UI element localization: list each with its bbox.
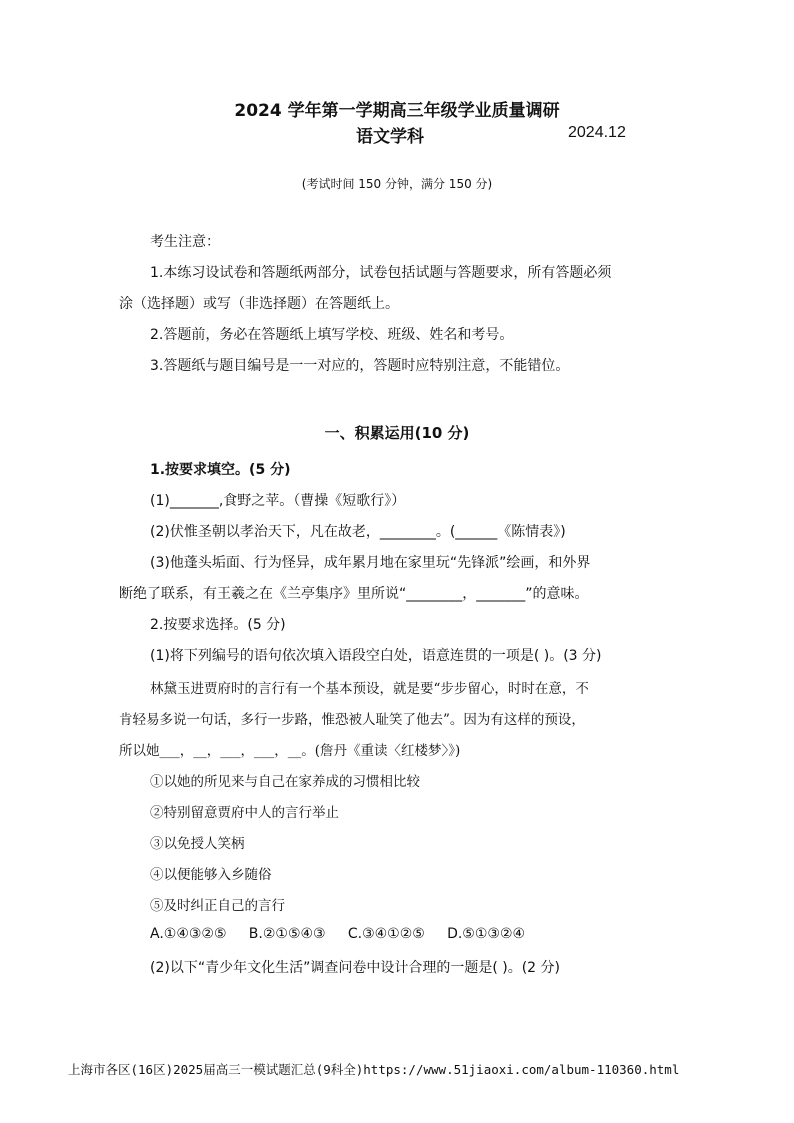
question-1-part-3-line-2: 断绝了联系，有王羲之在《兰亭集序》里所说“________，_______”的意味。 <box>119 586 589 602</box>
choice-item-4: ④以便能够入乡随俗 <box>150 867 272 883</box>
notice-item-1-line-1: 1.本练习设试卷和答题纸两部分，试卷包括试题与答题要求，所有答题必须 <box>150 265 612 281</box>
passage-line-2: 肯轻易多说一句话，多行一步路，惟恐被人耻笑了他去”。因为有这样的预设， <box>119 712 585 728</box>
question-2-part-1: (1)将下列编号的语句依次填入语段空白处，语意连贯的一项是( )。(3 分) <box>150 648 602 664</box>
choice-item-5: ⑤及时纠正自己的言行 <box>150 898 285 914</box>
question-2-part-2: (2)以下“青少年文化生活”调查问卷中设计合理的一题是( )。(2 分) <box>150 960 560 976</box>
section-title: 一、积累运用(10 分) <box>324 424 470 442</box>
page-title: 2024 学年第一学期高三年级学业质量调研 <box>234 101 560 121</box>
choice-item-2: ②特别留意贾府中人的言行举止 <box>150 805 339 821</box>
question-1-part-1: (1)_______,食野之苹。（曹操《短歌行》） <box>150 493 406 509</box>
passage-line-1: 林黛玉进贾府时的言行有一个基本预设，就是要“步步留心，时时在意，不 <box>150 681 589 697</box>
passage-line-3: 所以她___，__，___，___，__。(詹丹《重读〈红楼梦〉》) <box>119 743 461 759</box>
answer-options: A.①④③②⑤ B.②①⑤④③ C.③④①②⑤ D.⑤①③②④ <box>150 926 526 942</box>
notice-item-1-line-2: 涂（选择题）或写（非选择题）在答题纸上。 <box>119 296 399 312</box>
subject-title: 语文学科 <box>356 127 424 147</box>
question-1-part-3-line-1: (3)他蓬头垢面、行为怪异，成年累月地在家里玩“先锋派”绘画，和外界 <box>150 555 591 571</box>
footer-source-link[interactable]: 上海市各区(16区)2025届高三一模试题汇总(9科全)https://www.51jiaoxi.com/album-110360.html <box>68 1062 680 1077</box>
question-1-part-2: (2)伏惟圣朝以孝治天下，凡在故老，________。(______《陈情表》) <box>150 524 566 540</box>
choice-item-3: ③以免授人笑柄 <box>150 836 245 852</box>
exam-date: 2024.12 <box>568 124 626 141</box>
notice-item-2: 2.答题前，务必在答题纸上填写学校、班级、姓名和考号。 <box>150 327 514 343</box>
choice-item-1: ①以她的所见来与自己在家养成的习惯相比较 <box>150 774 420 790</box>
question-2-title: 2.按要求选择。(5 分) <box>150 617 286 633</box>
notice-item-3: 3.答题纸与题目编号是一一对应的，答题时应特别注意，不能错位。 <box>150 358 570 374</box>
question-1-title: 1.按要求填空。(5 分) <box>150 462 291 478</box>
notice-heading: 考生注意： <box>150 234 220 250</box>
exam-time-note: (考试时间 150 分钟，满分 150 分) <box>301 177 493 191</box>
